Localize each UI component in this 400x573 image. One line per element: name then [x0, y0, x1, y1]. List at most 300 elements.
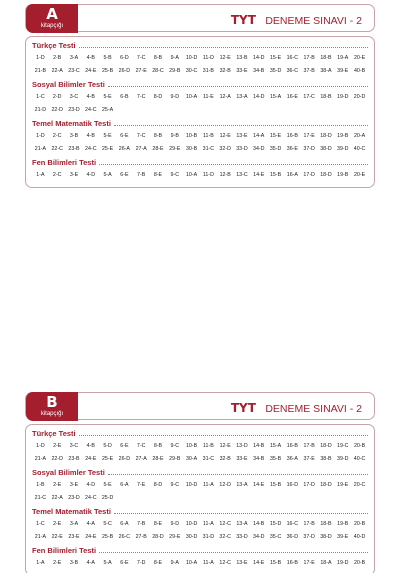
section-divider [99, 164, 368, 165]
answer-cell: 25-B [101, 533, 114, 540]
answer-cell: 9-A [170, 54, 179, 61]
exam-title-sub: DENEME SINAVI - 2 [265, 403, 362, 415]
answer-cell: 23-B [68, 145, 80, 152]
answer-cell: 2-E [53, 442, 62, 449]
answer-cell: 10-A [185, 93, 198, 100]
answer-cell: 21-A [34, 533, 46, 540]
answer-section [32, 118, 368, 155]
answer-cell: 26-D [118, 455, 131, 462]
answer-cell: 14-D [253, 54, 265, 61]
answer-cell: 40-D [353, 533, 366, 540]
answer-cell: 11-A [202, 559, 214, 566]
answer-cell: 8-B [153, 132, 163, 139]
answer-cell: 7-D [136, 559, 146, 566]
answer-cell: 11-D [202, 54, 214, 61]
answer-row [32, 556, 368, 569]
section-divider [108, 474, 368, 475]
answer-cell: 7-E [137, 481, 146, 488]
answer-cell: 11-A [202, 520, 214, 527]
answer-cell: 8-B [153, 442, 163, 449]
answer-cell: 21-A [34, 455, 46, 462]
section-title: Türkçe Testi [32, 429, 76, 438]
answer-cell: 1-C [36, 93, 45, 100]
answer-cell: 15-A [269, 442, 282, 449]
answer-section [32, 428, 368, 465]
answer-cell: 25-A [101, 106, 114, 113]
answer-cell: 29-E [169, 533, 181, 540]
answer-cell: 6-E [120, 559, 129, 566]
booklet-badge [26, 392, 78, 421]
booklet-badge [26, 4, 78, 33]
answer-cell: 17-E [303, 559, 315, 566]
answer-cell: 35-B [269, 455, 282, 462]
answer-cell: 6-D [120, 54, 129, 61]
answer-cell: 14-E [253, 481, 265, 488]
answer-cell: 3-A [69, 520, 79, 527]
answer-cell: 15-E [269, 132, 282, 139]
answer-cell: 31-C [202, 455, 215, 462]
exam-title [231, 11, 362, 29]
section-header [32, 506, 368, 517]
answer-cell: 3-B [69, 559, 79, 566]
answer-cell: 2-C [52, 132, 62, 139]
answer-cell: 25-B [101, 67, 114, 74]
answer-cell: 16-C [286, 520, 299, 527]
answer-cell: 2-D [52, 93, 62, 100]
answer-cell: 17-C [303, 93, 315, 100]
section-divider [99, 552, 368, 553]
answer-cell: 21-D [34, 106, 47, 113]
answer-cell: 11-B [202, 442, 214, 449]
answer-row [32, 142, 368, 155]
answer-row [32, 491, 368, 504]
answer-cell: 22-D [51, 455, 63, 462]
answer-cell: 12-E [219, 132, 231, 139]
answer-cell: 3-C [69, 442, 79, 449]
answer-cell: 5-E [103, 93, 112, 100]
answer-cell: 20-B [353, 442, 366, 449]
answer-cell: 19-E [337, 481, 349, 488]
answer-cell: 31-C [202, 145, 215, 152]
answer-row [32, 168, 368, 181]
answer-cell: 17-D [303, 171, 315, 178]
answer-cell: 20-E [353, 54, 366, 61]
answer-key-card [25, 424, 375, 573]
answer-cell: 16-C [286, 54, 299, 61]
answer-cell: 6-A [120, 481, 129, 488]
answer-cell: 29-B [169, 455, 181, 462]
answer-cell: 24-C [85, 106, 97, 113]
booklet-header [25, 4, 375, 32]
answer-cell: 9-D [170, 93, 180, 100]
answer-cell: 4-B [86, 132, 95, 139]
answer-section [32, 545, 368, 569]
answer-section [32, 467, 368, 504]
answer-cell: 26-D [118, 67, 131, 74]
answer-cell: 15-B [269, 171, 282, 178]
answer-cell: 19-B [337, 171, 349, 178]
answer-cell: 22-D [51, 106, 63, 113]
answer-cell: 5-C [103, 520, 112, 527]
answer-row [32, 439, 368, 452]
answer-cell: 38-D [320, 533, 332, 540]
section-header [32, 467, 368, 478]
answer-cell: 20-D [353, 93, 366, 100]
answer-cell: 3-E [69, 171, 79, 178]
answer-cell: 34-D [253, 533, 265, 540]
answer-cell: 40-C [353, 145, 366, 152]
answer-cell: 7-C [136, 442, 146, 449]
answer-cell: 12-C [219, 559, 231, 566]
answer-row [32, 452, 368, 465]
answer-cell: 3-A [69, 54, 79, 61]
answer-cell: 19-C [337, 442, 349, 449]
answer-cell: 21-C [34, 494, 47, 501]
answer-cell: 8-E [153, 559, 163, 566]
section-title: Temel Matematik Testi [32, 119, 111, 128]
answer-cell: 2-E [53, 520, 62, 527]
answer-cell: 4-A [86, 559, 95, 566]
section-title: Türkçe Testi [32, 41, 76, 50]
answer-cell: 4-B [86, 442, 95, 449]
answer-cell: 29-B [169, 67, 181, 74]
answer-cell: 30-C [185, 67, 198, 74]
answer-cell: 40-C [353, 455, 366, 462]
booklet-b [25, 392, 375, 573]
answer-cell: 8-B [153, 54, 163, 61]
answer-cell: 10-B [185, 132, 198, 139]
answer-cell: 20-B [353, 520, 366, 527]
answer-cell: 32-C [219, 533, 231, 540]
answer-cell: 12-E [219, 54, 231, 61]
answer-cell: 15-B [269, 481, 282, 488]
section-divider [114, 125, 368, 126]
answer-cell: 15-B [269, 559, 282, 566]
section-header [32, 157, 368, 168]
answer-cell: 9-A [170, 559, 179, 566]
answer-cell: 13-A [236, 93, 248, 100]
answer-cell: 18-D [320, 171, 332, 178]
exam-title-main: TYT [230, 401, 256, 415]
answer-cell: 5-E [103, 132, 112, 139]
answer-cell: 28-E [152, 455, 164, 462]
answer-cell: 18-A [320, 559, 332, 566]
answer-cell: 1-D [36, 54, 45, 61]
answer-cell: 9-B [170, 132, 179, 139]
answer-row [32, 129, 368, 142]
answer-cell: 22-A [51, 494, 63, 501]
answer-cell: 20-E [353, 171, 366, 178]
answer-cell: 37-E [303, 455, 315, 462]
answer-cell: 1-A [36, 171, 45, 178]
section-header [32, 40, 368, 51]
answer-cell: 15-D [269, 520, 282, 527]
answer-cell: 33-D [236, 145, 248, 152]
answer-cell: 27-A [135, 455, 147, 462]
answer-cell: 4-B [86, 54, 95, 61]
answer-cell: 11-A [202, 481, 214, 488]
answer-cell: 20-B [353, 559, 366, 566]
answer-cell: 24-E [85, 67, 97, 74]
answer-cell: 20-A [353, 132, 366, 139]
answer-cell: 18-D [320, 481, 332, 488]
section-header [32, 118, 368, 129]
answer-cell: 19-D [337, 93, 349, 100]
answer-cell: 6-E [120, 171, 129, 178]
answer-cell: 10-D [185, 54, 198, 61]
section-divider [79, 47, 368, 48]
answer-cell: 35-C [269, 533, 282, 540]
answer-cell: 28-E [152, 145, 164, 152]
answer-cell: 39-D [337, 455, 349, 462]
answer-cell: 2-B [53, 54, 62, 61]
answer-cell: 13-A [236, 481, 248, 488]
answer-cell: 37-B [303, 67, 315, 74]
answer-cell: 23-B [68, 455, 80, 462]
answer-cell: 3-C [69, 93, 79, 100]
answer-cell: 16-D [286, 481, 299, 488]
section-title: Sosyal Bilimler Testi [32, 468, 105, 477]
answer-cell: 18-B [320, 54, 332, 61]
answer-cell: 14-E [253, 171, 265, 178]
section-header [32, 79, 368, 90]
answer-cell: 12-B [219, 171, 231, 178]
answer-cell: 18-D [320, 442, 332, 449]
answer-cell: 35-D [269, 67, 282, 74]
answer-cell: 23-E [68, 533, 80, 540]
answer-cell: 19-D [337, 559, 349, 566]
answer-cell: 4-D [86, 171, 96, 178]
answer-cell: 5-B [103, 54, 112, 61]
answer-cell: 10-B [185, 442, 198, 449]
answer-cell: 8-E [153, 520, 163, 527]
answer-cell: 17-B [303, 520, 315, 527]
answer-cell: 6-B [120, 93, 129, 100]
answer-cell: 11-E [202, 93, 214, 100]
section-divider [108, 86, 368, 87]
answer-cell: 18-D [320, 132, 332, 139]
answer-cell: 8-E [153, 171, 163, 178]
answer-cell: 11-D [202, 171, 214, 178]
answer-cell: 34-B [253, 455, 265, 462]
answer-cell: 13-C [236, 171, 248, 178]
answer-row [32, 64, 368, 77]
answer-cell: 1-B [36, 481, 45, 488]
answer-cell: 4-A [86, 520, 95, 527]
answer-cell: 14-B [253, 520, 265, 527]
answer-cell: 17-E [303, 132, 315, 139]
answer-cell: 12-E [219, 442, 231, 449]
answer-cell: 24-C [85, 145, 97, 152]
answer-cell: 26-C [118, 533, 131, 540]
answer-cell: 36-A [286, 455, 298, 462]
answer-cell: 17-B [303, 54, 315, 61]
answer-cell: 2-C [52, 171, 62, 178]
answer-cell: 29-E [169, 145, 181, 152]
answer-cell: 9-C [170, 171, 180, 178]
answer-row [32, 51, 368, 64]
answer-cell: 27-A [135, 145, 147, 152]
answer-cell: 20-C [353, 481, 366, 488]
section-title: Sosyal Bilimler Testi [32, 80, 105, 89]
answer-row [32, 530, 368, 543]
answer-cell: 32-B [219, 455, 231, 462]
section-header [32, 545, 368, 556]
answer-cell: 14-E [253, 559, 265, 566]
answer-cell: 37-D [303, 145, 315, 152]
answer-cell: 16-B [286, 442, 298, 449]
answer-cell: 13-A [236, 520, 248, 527]
answer-cell: 13-E [236, 132, 248, 139]
answer-cell: 21-B [34, 67, 46, 74]
exam-title-sub: DENEME SINAVI - 2 [265, 15, 362, 27]
answer-cell: 33-D [236, 533, 248, 540]
booklet-letter: B [46, 393, 58, 411]
answer-cell: 28-D [152, 533, 164, 540]
booklet-a [25, 4, 375, 188]
section-title: Fen Bilimleri Testi [32, 546, 97, 555]
answer-cell: 7-C [136, 132, 146, 139]
answer-key-card [25, 36, 375, 188]
answer-cell: 1-C [36, 520, 45, 527]
answer-cell: 4-B [86, 93, 95, 100]
answer-cell: 1-D [36, 132, 45, 139]
answer-cell: 19-A [337, 54, 349, 61]
answer-cell: 36-D [286, 533, 299, 540]
answer-cell: 39-D [337, 145, 349, 152]
answer-cell: 1-D [36, 442, 45, 449]
answer-cell: 12-C [219, 520, 231, 527]
answer-cell: 9-C [170, 442, 180, 449]
answer-cell: 37-D [303, 533, 315, 540]
answer-cell: 23-C [68, 67, 80, 74]
booklet-letter: A [46, 5, 58, 23]
answer-cell: 34-B [253, 67, 265, 74]
answer-cell: 23-D [68, 106, 80, 113]
answer-row [32, 478, 368, 491]
answer-cell: 5-D [103, 442, 112, 449]
answer-cell: 18-B [320, 520, 332, 527]
answer-cell: 6-E [120, 442, 129, 449]
answer-cell: 30-B [185, 145, 198, 152]
answer-cell: 40-B [353, 67, 366, 74]
answer-cell: 11-B [202, 132, 214, 139]
answer-cell: 23-D [68, 494, 80, 501]
answer-cell: 39-E [337, 67, 349, 74]
answer-row [32, 517, 368, 530]
answer-cell: 12-A [219, 93, 231, 100]
answer-cell: 18-B [320, 93, 332, 100]
answer-cell: 5-A [103, 559, 112, 566]
answer-cell: 38-B [320, 455, 332, 462]
answer-cell: 2-E [53, 559, 62, 566]
answer-cell: 34-D [253, 145, 265, 152]
answer-cell: 38-D [320, 145, 332, 152]
answer-cell: 24-E [85, 533, 97, 540]
answer-cell: 27-B [135, 533, 147, 540]
answer-cell: 10-A [185, 171, 198, 178]
answer-cell: 25-E [101, 145, 114, 152]
answer-cell: 21-A [34, 145, 46, 152]
answer-section [32, 157, 368, 181]
answer-cell: 22-A [51, 67, 63, 74]
answer-cell: 1-A [36, 559, 45, 566]
answer-cell: 13-B [236, 54, 248, 61]
answer-cell: 7-C [136, 54, 146, 61]
answer-cell: 16-A [286, 171, 298, 178]
answer-cell: 16-E [286, 93, 298, 100]
answer-row [32, 103, 368, 116]
answer-cell: 14-D [253, 93, 265, 100]
booklet-word: kitapçığı [40, 23, 64, 29]
section-divider [114, 513, 368, 514]
answer-cell: 25-D [101, 494, 114, 501]
answer-cell: 10-A [185, 559, 198, 566]
answer-cell: 38-A [320, 67, 332, 74]
answer-cell: 15-E [269, 54, 282, 61]
answer-cell: 4-D [86, 481, 96, 488]
answer-cell: 28-C [152, 67, 164, 74]
booklet-word: kitapçığı [40, 411, 64, 417]
answer-cell: 24-C [85, 494, 97, 501]
answer-cell: 36-E [286, 145, 298, 152]
answer-cell: 17-B [303, 442, 315, 449]
answer-cell: 27-E [135, 67, 147, 74]
answer-cell: 32-B [219, 67, 231, 74]
answer-cell: 5-E [103, 481, 112, 488]
section-title: Fen Bilimleri Testi [32, 158, 97, 167]
answer-cell: 36-C [286, 67, 299, 74]
answer-cell: 25-E [101, 455, 114, 462]
answer-cell: 14-A [253, 132, 265, 139]
answer-cell: 26-A [118, 145, 130, 152]
answer-section [32, 506, 368, 543]
answer-cell: 35-D [269, 145, 282, 152]
section-title: Temel Matematik Testi [32, 507, 111, 516]
section-header [32, 428, 368, 439]
section-divider [79, 435, 368, 436]
answer-cell: 12-D [219, 481, 231, 488]
answer-cell: 6-A [120, 520, 129, 527]
answer-cell: 3-B [69, 132, 79, 139]
answer-cell: 10-D [185, 481, 198, 488]
answer-cell: 15-A [269, 93, 282, 100]
answer-cell: 31-B [202, 67, 214, 74]
answer-section [32, 40, 368, 77]
answer-cell: 30-D [185, 533, 198, 540]
answer-cell: 32-D [219, 145, 231, 152]
answer-cell: 13-E [236, 559, 248, 566]
answer-cell: 7-B [137, 520, 146, 527]
answer-cell: 16-B [286, 132, 298, 139]
answer-cell: 24-E [85, 455, 97, 462]
answer-cell: 33-E [236, 455, 248, 462]
answer-cell: 2-E [53, 481, 62, 488]
answer-section [32, 79, 368, 116]
answer-cell: 6-E [120, 132, 129, 139]
answer-cell: 9-C [170, 481, 180, 488]
answer-cell: 17-D [303, 481, 315, 488]
answer-cell: 3-E [69, 481, 79, 488]
answer-cell: 22-C [51, 145, 63, 152]
answer-cell: 19-B [337, 520, 349, 527]
answer-cell: 8-D [153, 93, 163, 100]
answer-cell: 30-A [185, 455, 198, 462]
answer-row [32, 90, 368, 103]
exam-title-main: TYT [230, 13, 256, 27]
answer-cell: 14-B [253, 442, 265, 449]
answer-cell: 13-D [236, 442, 248, 449]
